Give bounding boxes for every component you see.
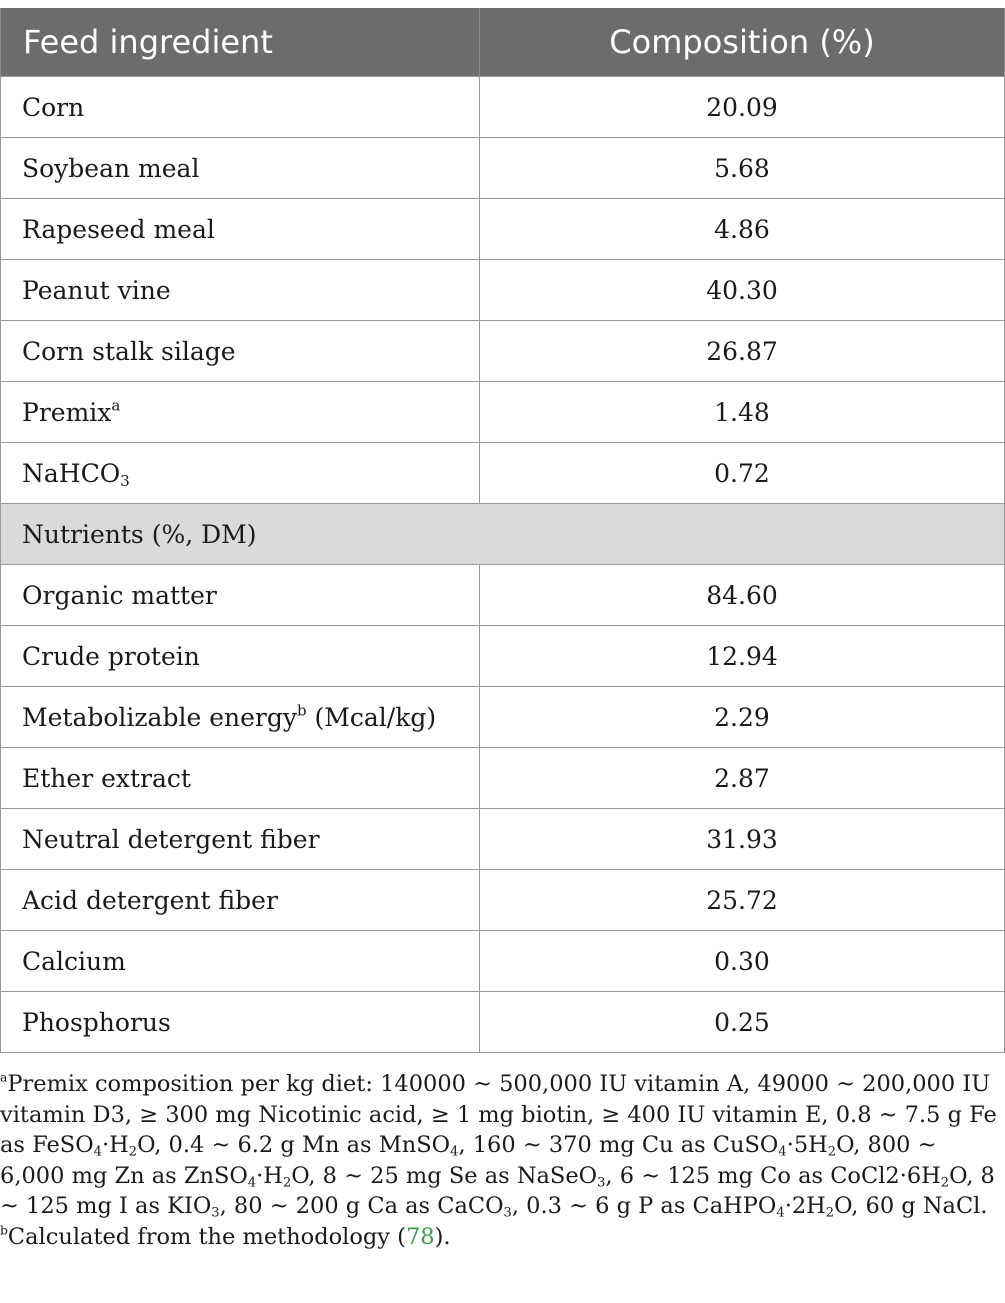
composition-value: 40.30 <box>480 260 1005 321</box>
subscript: 4 <box>247 1174 257 1190</box>
table-container <box>0 8 1005 1053</box>
composition-value: 4.86 <box>480 199 1005 260</box>
subscript: 2 <box>940 1174 950 1190</box>
footnote-text: ·5H <box>786 1132 828 1158</box>
subscript: 2 <box>827 1144 837 1160</box>
ingredient-cell <box>1 260 480 321</box>
ingredient-cell <box>1 443 480 504</box>
composition-value: 26.87 <box>480 321 1005 382</box>
footnote-text: ·H <box>256 1162 283 1189</box>
footnote-b <box>0 1222 1005 1253</box>
section-label: Nutrients (%, DM) <box>1 504 1005 565</box>
row-label: Calcium <box>22 946 126 976</box>
footnote-text: ·H <box>101 1132 129 1158</box>
row-label: Corn stalk silage <box>22 336 236 366</box>
row-label: NaHCO <box>22 458 121 488</box>
table-body <box>1 77 1005 1053</box>
composition-value: 31.93 <box>480 809 1005 870</box>
row-label: Ether extract <box>22 763 191 793</box>
composition-value: 0.25 <box>480 992 1005 1053</box>
ingredient-cell <box>1 382 480 443</box>
ingredient-cell <box>1 565 480 626</box>
header-composition: Composition (%) <box>480 8 1005 77</box>
footnote-text: O, 800 ~ 6,000 mg Zn as ZnSO <box>0 1132 937 1189</box>
row-label: Crude protein <box>22 641 200 671</box>
table-row <box>1 77 1005 138</box>
footnote-text: O, 0.4 ~ 6.2 g Mn as MnSO <box>137 1132 451 1158</box>
table-row <box>1 748 1005 809</box>
composition-value: 12.94 <box>480 626 1005 687</box>
table-header-row <box>1 8 1005 77</box>
composition-value: 84.60 <box>480 565 1005 626</box>
table-row <box>1 321 1005 382</box>
table-row <box>1 931 1005 992</box>
ingredient-cell <box>1 138 480 199</box>
ingredient-cell <box>1 748 480 809</box>
footnote-marker: b <box>296 701 307 719</box>
table-row <box>1 809 1005 870</box>
footnote-marker: a <box>111 396 121 414</box>
ingredient-cell <box>1 992 480 1053</box>
ingredient-cell <box>1 870 480 931</box>
row-label: Rapeseed meal <box>22 214 215 244</box>
table-row <box>1 199 1005 260</box>
footnote-text: O, 60 g NaCl. <box>834 1193 988 1219</box>
composition-value: 0.72 <box>480 443 1005 504</box>
footnotes <box>0 1069 1005 1252</box>
ingredient-cell <box>1 809 480 870</box>
row-label: Acid detergent fiber <box>22 885 278 915</box>
row-label: Corn <box>22 92 85 122</box>
footnote-text: O, 8 ~ 25 mg Se as NaSeO <box>291 1162 598 1189</box>
ingredient-cell <box>1 199 480 260</box>
subscript: 4 <box>776 1205 785 1221</box>
composition-value: 25.72 <box>480 870 1005 931</box>
footnote-text: , 80 ~ 200 g Ca as CaCO <box>219 1193 504 1219</box>
composition-value: 1.48 <box>480 382 1005 443</box>
row-label: Metabolizable energy <box>22 702 297 732</box>
ingredient-cell <box>1 77 480 138</box>
subscript: 4 <box>450 1144 459 1160</box>
composition-value: 5.68 <box>480 138 1005 199</box>
composition-value: 2.29 <box>480 687 1005 748</box>
footnote-text: Premix composition per kg diet: 140000 ~ 500,000 IU vitamin A, 49000 ~ 200,000 IU vitamin D3, ≥ 300 mg Nicotinic acid, ≥ 1 mg biotin, ≥ 400 IU vitamin E, 0.8 ~ 7.5 g Fe as FeSO <box>0 1071 997 1158</box>
composition-value: 0.30 <box>480 931 1005 992</box>
row-label: Premix <box>22 397 112 427</box>
ingredient-cell <box>1 687 480 748</box>
ingredient-cell <box>1 321 480 382</box>
composition-value: 20.09 <box>480 77 1005 138</box>
footnote-a <box>0 1069 1005 1222</box>
subscript: 2 <box>282 1174 292 1190</box>
row-label: Phosphorus <box>22 1007 171 1037</box>
table-row <box>1 870 1005 931</box>
footnote-mark: a <box>0 1070 8 1085</box>
table-row <box>1 687 1005 748</box>
footnote-text: Calculated from the methodology ( <box>7 1223 406 1250</box>
table-row <box>1 992 1005 1053</box>
table-row <box>1 443 1005 504</box>
row-label: Organic matter <box>22 580 217 610</box>
footnote-text: , 160 ~ 370 mg Cu as CuSO <box>458 1132 779 1158</box>
subscript: 4 <box>778 1144 787 1160</box>
table-row <box>1 565 1005 626</box>
footnote-mark: b <box>0 1223 8 1238</box>
table-row <box>1 138 1005 199</box>
subscript: 2 <box>128 1144 138 1160</box>
table-row <box>1 626 1005 687</box>
header-feed-ingredient: Feed ingredient <box>1 8 480 77</box>
ingredient-cell <box>1 626 480 687</box>
row-unit: (Mcal/kg) <box>306 702 437 732</box>
ingredient-cell <box>1 931 480 992</box>
footnote-text: O, 8 ~ 125 mg I as KIO <box>0 1162 995 1219</box>
table-row <box>1 382 1005 443</box>
footnote-text: , 6 ~ 125 mg Co as CoCl2·6H <box>605 1162 941 1189</box>
table-row <box>1 260 1005 321</box>
feed-composition-table <box>0 8 1005 1053</box>
row-label: Neutral detergent fiber <box>22 824 320 854</box>
row-label: Soybean meal <box>22 153 200 183</box>
subscript: 4 <box>93 1144 102 1160</box>
section-row <box>1 504 1005 565</box>
subscript: 2 <box>825 1205 835 1221</box>
row-label: Peanut vine <box>22 275 171 305</box>
reference-link[interactable]: 78 <box>405 1223 435 1250</box>
subscript: 3 <box>597 1174 606 1190</box>
subscript: 3 <box>211 1205 220 1221</box>
subscript: 3 <box>503 1205 512 1221</box>
footnote-text: , 0.3 ~ 6 g P as CaHPO <box>511 1193 777 1219</box>
footnote-text: ·2H <box>784 1193 826 1219</box>
subscript: 3 <box>120 471 130 490</box>
composition-value: 2.87 <box>480 748 1005 809</box>
footnote-text: ). <box>434 1223 451 1250</box>
